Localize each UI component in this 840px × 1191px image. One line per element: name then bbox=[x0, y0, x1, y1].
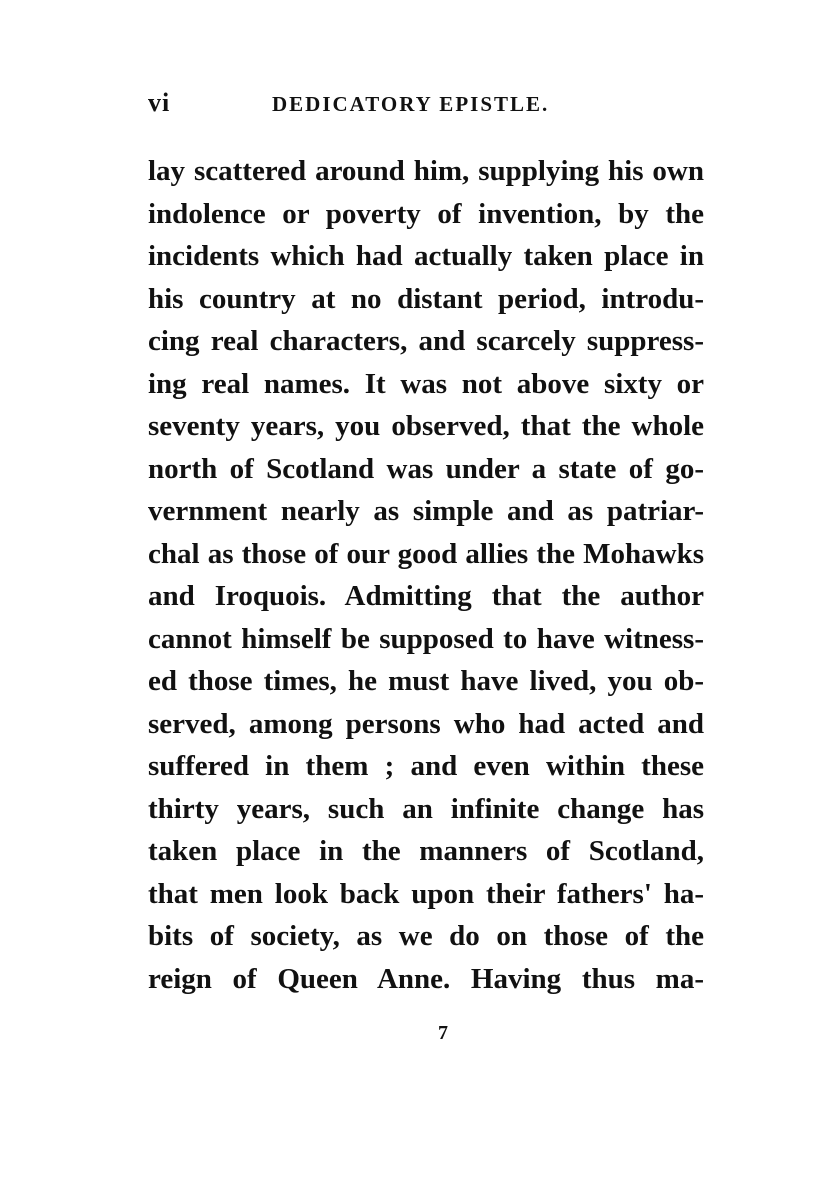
text-line: ing real names. It was not above sixty or bbox=[148, 367, 704, 400]
text-line: his country at no distant period, introdu- bbox=[148, 282, 704, 315]
text-line: indolence or poverty of invention, by the bbox=[148, 197, 704, 230]
text-line: cannot himself be supposed to have witness- bbox=[148, 622, 704, 655]
text-line: thirty years, such an infinite change has bbox=[148, 792, 704, 825]
text-line: suffered in them ; and even within these bbox=[148, 750, 704, 782]
text-line: and Iroquois. Admitting that the author bbox=[148, 580, 704, 612]
page-number: vi bbox=[148, 88, 171, 117]
text-line: chal as those of our good allies the Mohawks bbox=[148, 537, 704, 570]
text-line: bits of society, as we do on those of the bbox=[148, 920, 704, 952]
signature-mark: 7 bbox=[438, 1022, 448, 1044]
text-line: vernment nearly as simple and as patriar- bbox=[148, 495, 704, 527]
text-line: served, among persons who had acted and bbox=[148, 707, 704, 740]
text-line: cing real characters, and scarcely suppress- bbox=[148, 325, 704, 357]
text-line: ed those times, he must have lived, you ob- bbox=[148, 665, 704, 697]
running-head: DEDICATORY EPISTLE. bbox=[272, 92, 550, 116]
text-line: north of Scotland was under a state of go- bbox=[148, 452, 704, 485]
text-line: seventy years, you observed, that the whole bbox=[148, 410, 704, 442]
text-line: incidents which had actually taken place in bbox=[148, 240, 704, 272]
body-text bbox=[148, 150, 704, 1000]
text-line: that men look back upon their fathers' ha- bbox=[148, 877, 704, 910]
text-line: taken place in the manners of Scotland, bbox=[148, 835, 704, 867]
page-header bbox=[148, 88, 708, 124]
text-line: reign of Queen Anne. Having thus ma- bbox=[148, 962, 704, 995]
text-line: lay scattered around him, supplying his own bbox=[148, 155, 704, 187]
